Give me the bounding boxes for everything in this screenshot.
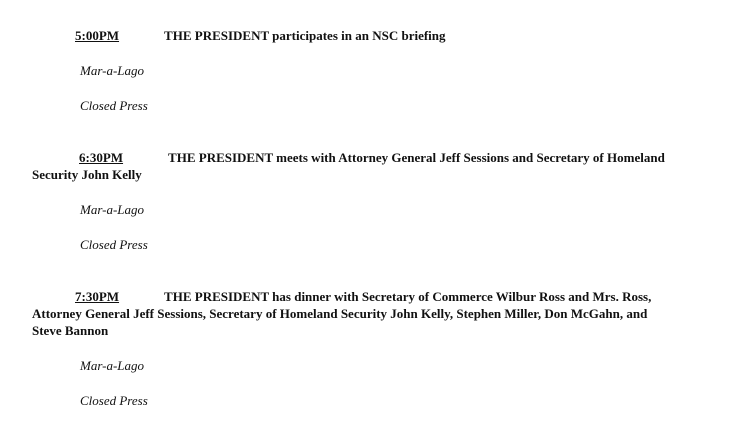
entry-time: 7:30PM xyxy=(75,289,120,304)
entry-press: Closed Press xyxy=(80,98,148,113)
entry-time: 5:00PM xyxy=(75,28,120,43)
entry-press: Closed Press xyxy=(80,393,148,408)
entry-headline xyxy=(32,27,682,44)
entry-location: Mar-a-Lago xyxy=(80,358,145,373)
entry-description: THE PRESIDENT meets with Attorney General Jeff Sessions and Secretary of Homeland Security John Kelly xyxy=(32,150,665,182)
entry-description: THE PRESIDENT has dinner with Secretary of Commerce Wilbur Ross and Mrs. Ross, Attorney General Jeff Sessions, Secretary of Homeland Security John Kelly, Stephen Miller, Don McGahn, and Steve Bannon xyxy=(32,289,652,338)
entry-location: Mar-a-Lago xyxy=(80,202,145,217)
entry-headline xyxy=(32,288,662,339)
entry-location: Mar-a-Lago xyxy=(80,63,145,78)
entry-time: 6:30PM xyxy=(79,150,124,165)
entry-headline xyxy=(32,149,682,183)
entry-press: Closed Press xyxy=(80,237,148,252)
entry-description: THE PRESIDENT participates in an NSC briefing xyxy=(164,28,446,43)
